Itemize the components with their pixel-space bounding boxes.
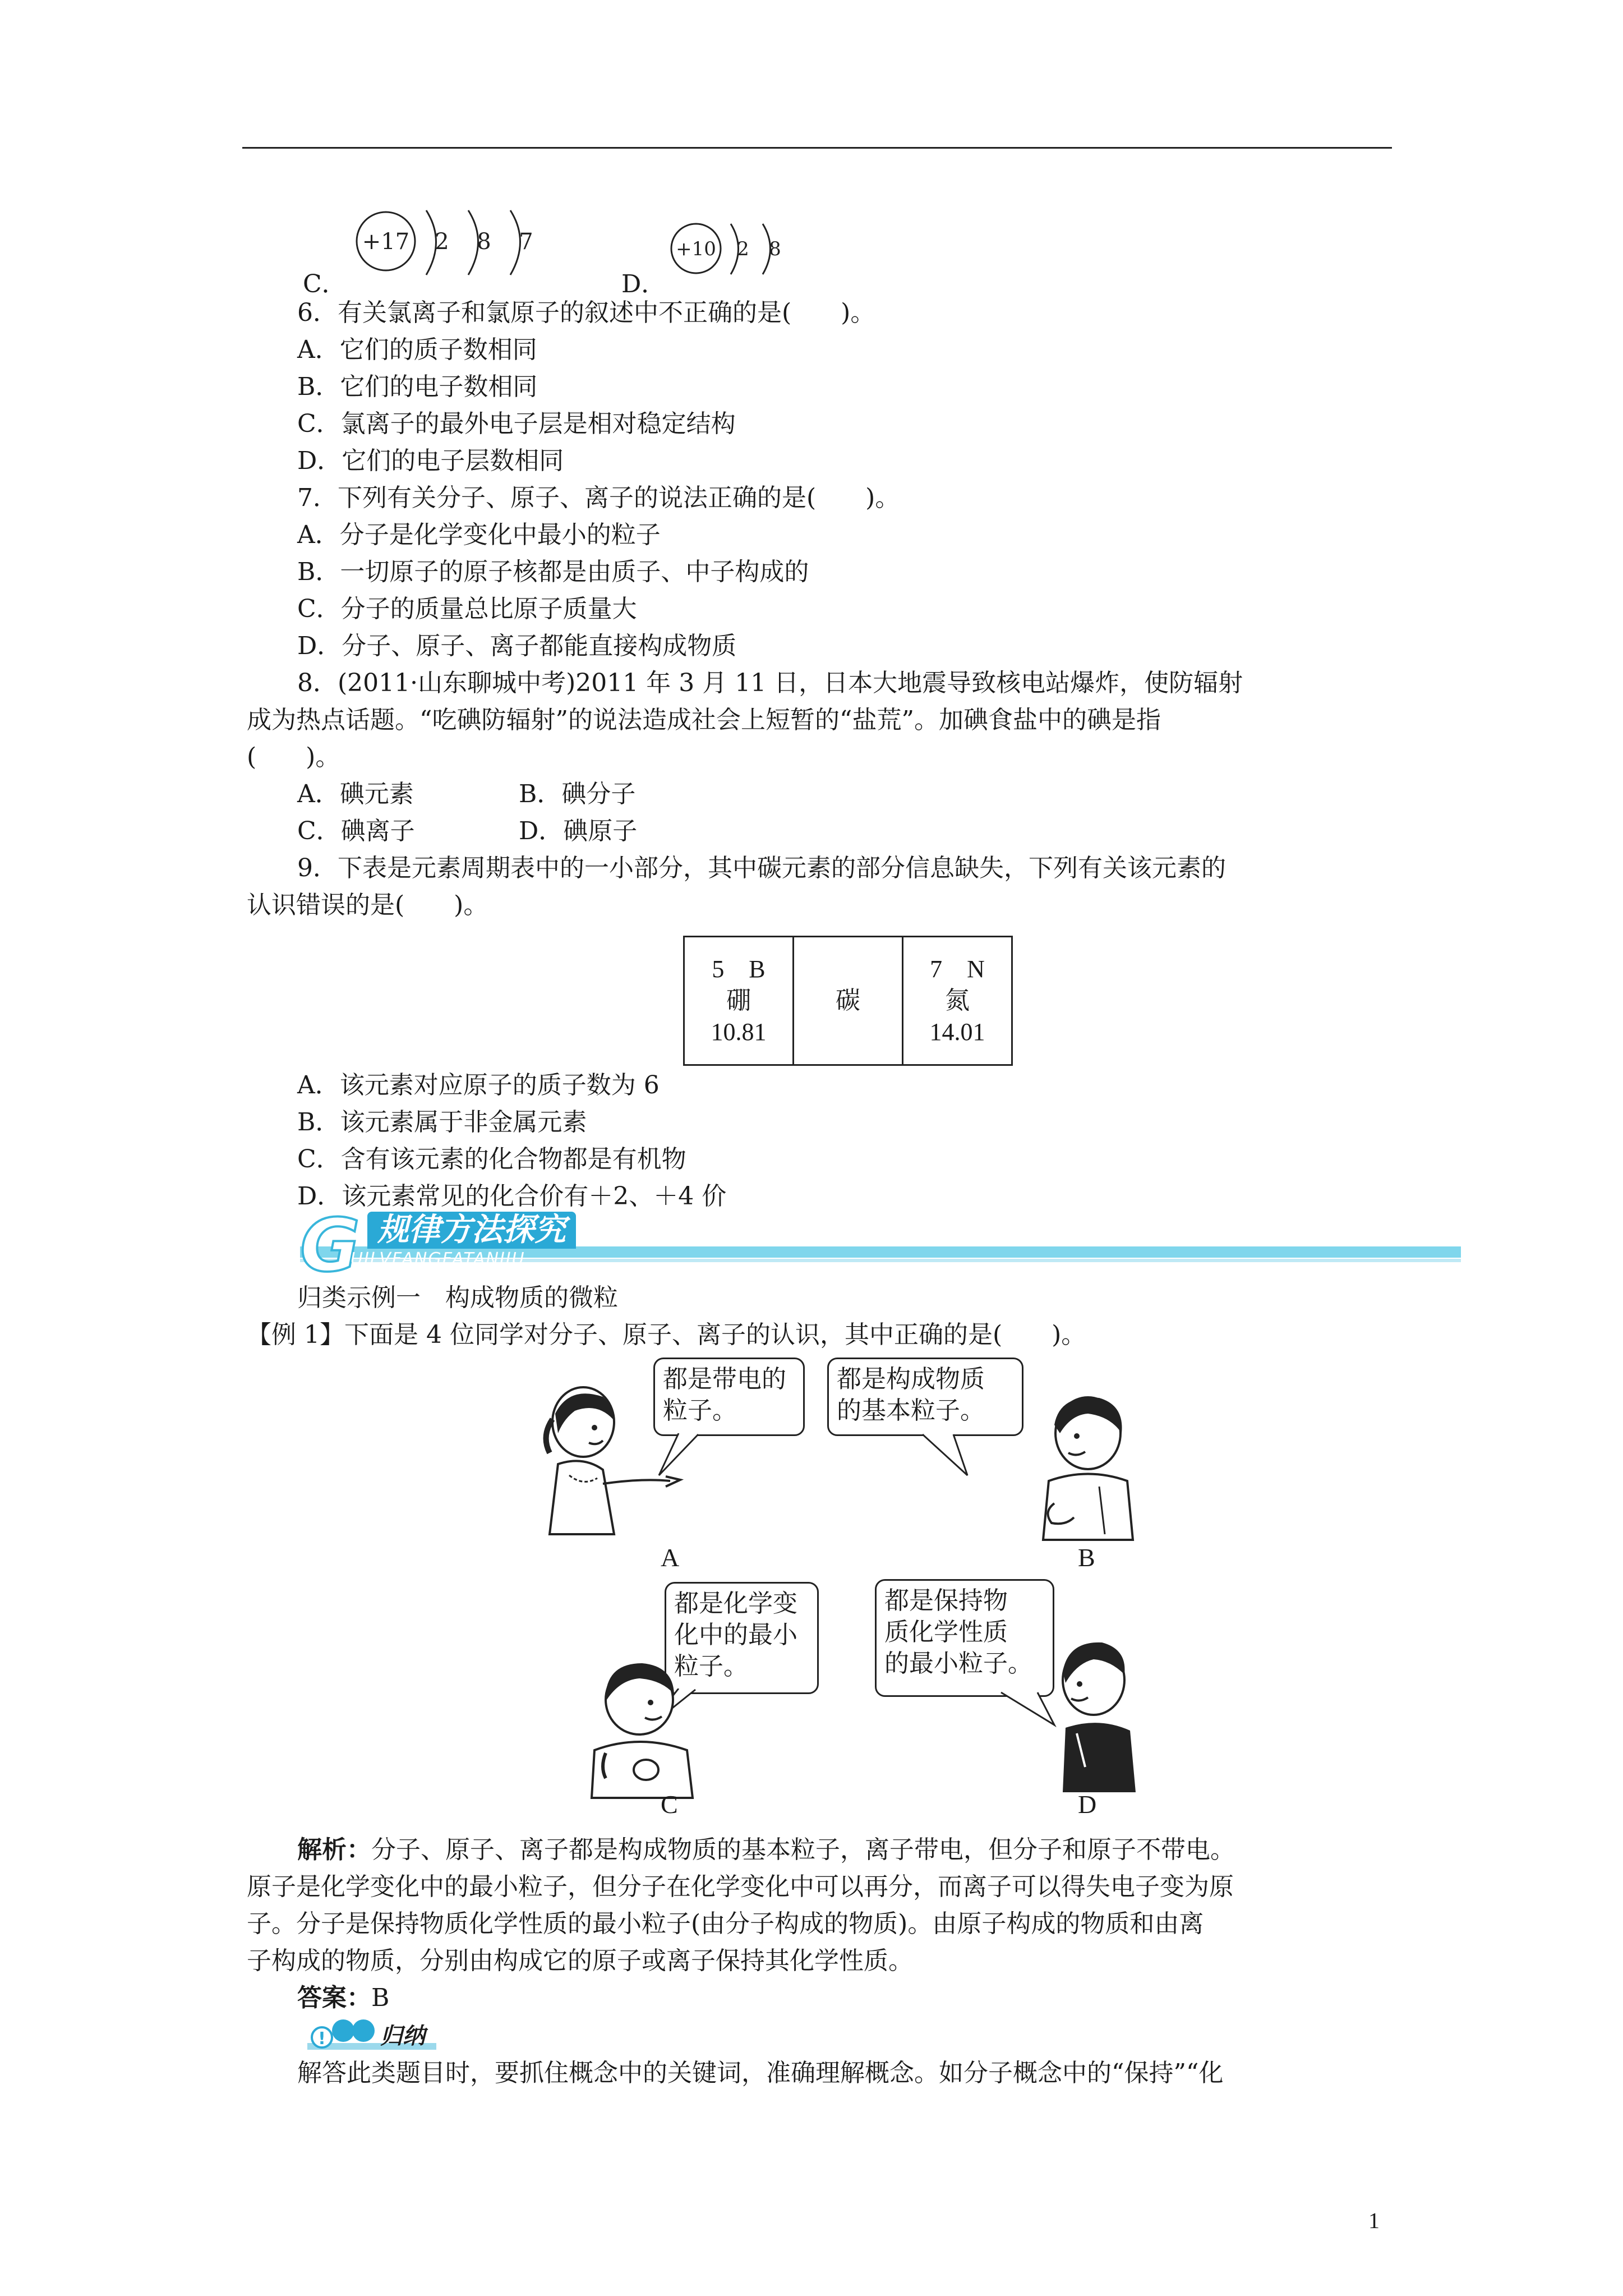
q9-option-c: C．含有该元素的化合物都是有机物 [297, 1145, 686, 1174]
element-cell-nitrogen: 7 N 氮 14.01 [929, 955, 985, 1046]
person-label-b: B [1078, 1543, 1095, 1572]
element-cell-boron: 5 B 硼 10.81 [685, 937, 794, 1064]
q8-option-c: C．碘离子 [297, 817, 415, 845]
question-8-line-2: 成为热点话题。“吃碘防辐射”的说法造成社会上短暂的“盐荒”。加碘食盐中的碘是指 [247, 706, 1161, 734]
question-8-line-3: ( )。 [247, 743, 340, 771]
boy-figure-icon [1021, 1391, 1144, 1543]
q6-option-b: B．它们的电子数相同 [297, 372, 538, 401]
analysis-line-3: 子。分子是保持物质化学性质的最小粒子(由分子构成的物质)。由原子构成的物质和由离 [247, 1910, 1204, 1938]
summary-text: 解答此类题目时，要抓住概念中的关键词，准确理解概念。如分子概念中的“保持”“化 [297, 2059, 1224, 2087]
summary-badge [307, 2017, 436, 2052]
person-label-c: C [661, 1790, 678, 1819]
analysis-label: 解析： [297, 1835, 371, 1864]
banner-title: 规律方法探究 [367, 1212, 576, 1249]
periodic-table-fragment [683, 936, 1013, 1066]
bubble-tail-d [998, 1691, 1060, 1731]
option-label: D． [621, 270, 666, 298]
q6-option-c: C．氯离子的最外电子层是相对稳定结构 [297, 409, 736, 438]
boy-figure-icon [1054, 1632, 1150, 1795]
bubble-tail-a [656, 1433, 707, 1478]
q9-option-b: B．该元素属于非金属元素 [297, 1108, 587, 1137]
question-9-line-1: 9．下表是元素周期表中的一小部分，其中碳元素的部分信息缺失，下列有关该元素的 [297, 854, 1226, 882]
q7-option-d: D．分子、原子、离子都能直接构成物质 [297, 632, 737, 660]
svg-text:8: 8 [769, 238, 781, 260]
speech-bubble-d: 都是保持物 质化学性质 的最小粒子。 [875, 1579, 1054, 1697]
q6-option-d: D．它们的电子层数相同 [297, 447, 564, 475]
svg-text:!: ! [318, 2029, 326, 2049]
nucleus-charge: +10 [676, 238, 716, 260]
banner-subtitle: UILVFANGFATANJIU [351, 1249, 525, 1269]
nucleus-charge: +17 [362, 229, 410, 255]
answer-label: 答案： [297, 1984, 371, 2012]
q8-option-d: D．碘原子 [519, 817, 638, 845]
element-cell-carbon: 碳 [794, 937, 903, 1064]
answer-value: B [371, 1984, 390, 2012]
q9-option-d: D．该元素常见的化合价有＋2、＋4 价 [297, 1182, 727, 1211]
analysis-line-2: 原子是化学变化中的最小粒子，但分子在化学变化中可以再分，而离子可以得失电子变为原 [247, 1872, 1234, 1901]
example-category: 归类示例一 构成物质的微粒 [297, 1283, 618, 1312]
banner-letter: G [300, 1203, 360, 1288]
analysis-line-4: 子构成的物质，分别由构成它的原子或离子保持其化学性质。 [247, 1947, 913, 1975]
question-7-stem: 7．下列有关分子、原子、离子的说法正确的是( )。 [297, 484, 900, 512]
speech-bubble-b: 都是构成物质 的基本粒子。 [827, 1358, 1023, 1436]
page-number: 1 [1368, 2208, 1380, 2233]
svg-text:2: 2 [737, 238, 749, 260]
header-rule [242, 147, 1392, 149]
speech-bubble-c: 都是化学变 化中的最小 粒子。 [665, 1582, 819, 1694]
q8-option-b: B．碘分子 [519, 780, 636, 808]
bubble-tail-b [920, 1433, 976, 1478]
example-1-stem: 【例 1】下面是 4 位同学对分子、原子、离子的认识，其中正确的是( )。 [247, 1320, 1086, 1349]
svg-text:2: 2 [435, 229, 449, 255]
q7-option-c: C．分子的质量总比原子质量大 [297, 595, 637, 623]
q7-option-b: B．一切原子的原子核都是由质子、中子构成的 [297, 558, 809, 586]
atom-structure-icon [348, 202, 550, 286]
summary-badge-label: 归纳 [380, 2023, 425, 2049]
question-8-line-1: 8．(2011·山东聊城中考)2011 年 3 月 11 日，日本大地震导致核电站爆炸，使防辐射 [297, 669, 1243, 697]
q6-option-a: A．它们的质子数相同 [297, 335, 537, 364]
q7-option-a: A．分子是化学变化中最小的粒子 [297, 521, 661, 549]
q8-option-a: A．碘元素 [297, 780, 414, 808]
speech-bubble-a: 都是带电的 粒子。 [653, 1358, 805, 1436]
question-9-line-2: 认识错误的是( )。 [247, 891, 488, 919]
question-6-stem: 6．有关氯离子和氯原子的叙述中不正确的是( )。 [297, 298, 875, 327]
svg-text:8: 8 [477, 229, 491, 255]
q9-option-a: A．该元素对应原子的质子数为 6 [297, 1071, 660, 1099]
option-label: C． [303, 270, 347, 298]
analysis-line-1: 解析：分子、原子、离子都是构成物质的基本粒子，离子带电，但分子和原子不带电。 [297, 1835, 1235, 1864]
person-label-a: A [661, 1543, 680, 1572]
atom-structure-icon [665, 216, 810, 283]
svg-text:7: 7 [519, 229, 533, 255]
person-label-d: D [1078, 1790, 1097, 1819]
answer-line [297, 1981, 389, 2015]
boy-figure-icon [583, 1655, 707, 1801]
section-banner [300, 1203, 1461, 1288]
